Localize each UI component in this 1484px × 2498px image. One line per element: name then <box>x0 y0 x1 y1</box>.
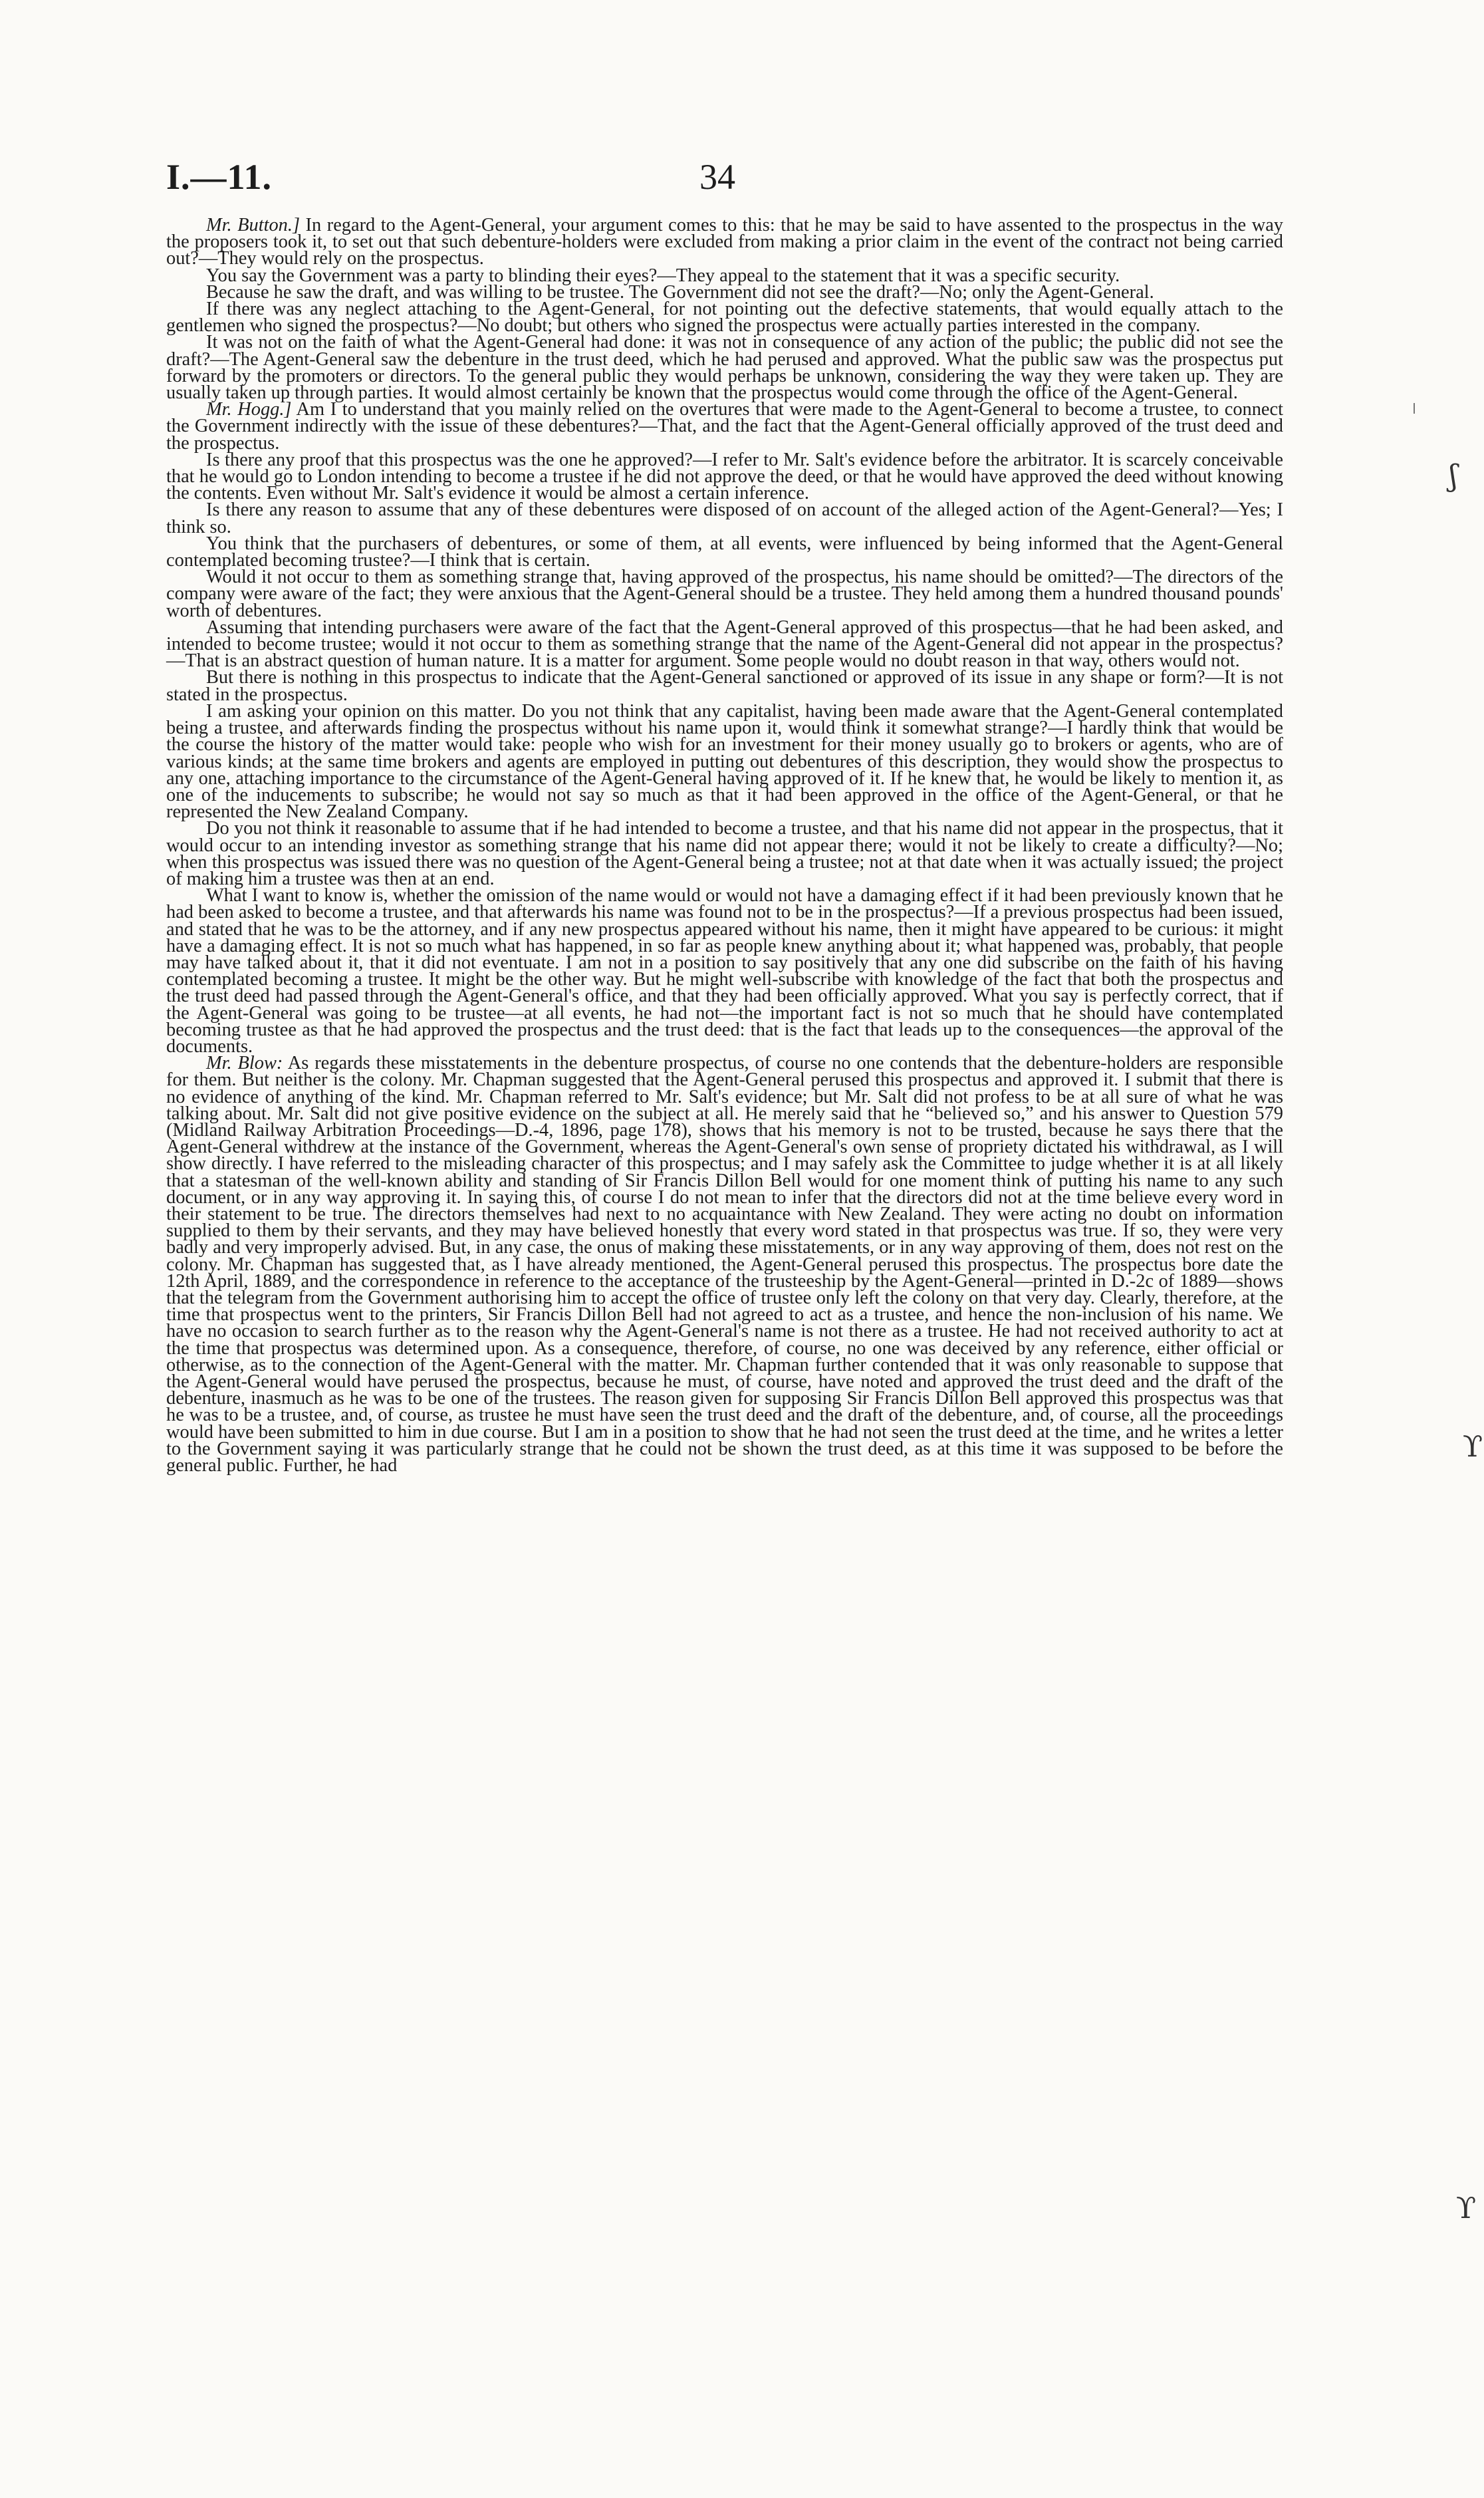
paragraph-text: In regard to the Agent-General, your argument comes to this: that he may be said to have assented to the prospectus in the way the proposers took it, to set out that such debenture-holders were excluded from making a prior claim in the event of the contract not being carried out?—They would rely on the prospectus. <box>166 215 1283 269</box>
document-body <box>166 217 1283 1474</box>
paragraph-text: But there is nothing in this prospectus to indicate that the Agent-General sanctioned or approved of its issue in any shape or form?—It is not stated in the prospectus. <box>166 667 1283 705</box>
paragraph-text: If there was any neglect attaching to the Agent-General, for not pointing out the defective statements, that would equally attach to the gentlemen who signed the prospectus?—No doubt; but others who signed the prospectus were actually parties interested in the company. <box>166 299 1283 337</box>
speaker-name: Mr. Blow: <box>206 1053 283 1074</box>
paragraph <box>166 569 1283 619</box>
paragraph-text: Would it not occur to them as something strange that, having approved of the prospectus, his name should be omitted?—The directors of the company were aware of the fact; they were anxious that the Agent-General should be a trustee. They held among them a hundred thousand pounds' worth of debentures. <box>166 567 1283 621</box>
paragraph <box>166 535 1283 569</box>
paragraph <box>166 501 1283 535</box>
paragraph-text: As regards these misstatements in the debenture prospectus, of course no one contends that the debenture-holders are responsible for them. But neither is the colony. Mr. Chapman suggested that the Agent-General perused this prospectus and approved it. I submit that there is no evidence of anything of the kind. Mr. Chapman referred to Mr. Salt's evidence; but Mr. Salt did not profess to be at all sure of what he was talking about. Mr. Salt did not give positive evidence on the subject at all. He merely said that he “believed so,” and his answer to Question 579 (Midland Railway Arbitration Proceedings—D.-4, 1896, page 178), shows that his memory is not to be trusted, because he says there that the Agent-General withdrew at the instance of the Government, whereas the Agent-General's own sense of propriety dictated his withdrawal, as I will show directly. I have referred to the misleading character of this prospectus; and I may safely ask the Committee to judge whether it is at all likely that a statesman of the well-known ability and standing of Sir Francis Dillon Bell would for one moment think of putting his name to any such document, or in any way approving it. In saying this, of course I do not mean to infer that the directors did not at the time believe every word in their statement to be true. The directors themselves had next to no acquaintance with New Zealand. They were acting no doubt on information supplied to them by their servants, and they may have believed honestly that every word stated in that prospectus was true. If so, they were very badly and very improperly advised. But, in any case, the onus of making these misstatements, or in any way approving of them, does not rest on the colony. Mr. Chapman has suggested that, as I have already mentioned, the Agent-General perused this prospectus. The prospectus bore date the 12th April, 1889, and the correspondence in reference to the acceptance of the trusteeship by the Agent-General—printed in D.-2c of 1889—shows that the telegram from the Government authorising him to accept the office of trustee only left the colony on that very day. Clearly, therefore, at the time that prospectus went to the printers, Sir Francis Dillon Bell had not agreed to act as a trustee, and hence the non-inclusion of his name. We have no occasion to search further as to the reason why the Agent-General's name is not there as a trustee. He had not received authority to act at the time that prospectus was determined upon. As a consequence, therefore, of course, no one was deceived by any reference, either official or otherwise, as to the connection of the Agent-General with the matter. Mr. Chapman further contended that it was only reasonable to suppose that the Agent-General would have perused the prospectus, because he must, of course, have noted and approved the trust deed and the draft of the debenture, inasmuch as he was to be one of the trustees. The reason given for supposing Sir Francis Dillon Bell approved this prospectus was that he was to be a trustee, and, of course, as trustee he must have seen the trust deed and the draft of the debenture, and, of course, all the proceedings would have been submitted to him in due course. But I am in a position to show that he had not seen the trust deed at the time, and he writes a letter to the Government saying it was particularly strange that he could not be shown the trust deed, as at this time it was supposed to be before the general public. Further, he had <box>166 1053 1284 1476</box>
paragraph-text: Is there any proof that this prospectus was the one he approved?—I refer to Mr. Salt's evidence before the arbitrator. It is scarcely conceivable that he would go to London intending to become a trustee if he did not approve the deed, or that he would have approved the deed without knowing the contents. Even without Mr. Salt's evidence it would be almost a certain inference. <box>166 449 1283 504</box>
paragraph-text: Is there any reason to assume that any of these debentures were disposed of on account of the alleged action of the Agent-General?—Yes; I think so. <box>166 499 1283 537</box>
paragraph <box>166 820 1283 887</box>
margin-mark: ϒ <box>1463 1430 1483 1464</box>
paragraph-text: You say the Government was a party to blinding their eyes?—They appeal to the statement that it was a specific security. <box>206 265 1120 286</box>
paragraph <box>166 700 1283 823</box>
margin-mark: ϒ <box>1456 2191 1477 2225</box>
page-number: 34 <box>699 157 735 197</box>
paragraph <box>166 332 1283 404</box>
paragraph <box>166 887 1283 1055</box>
paragraph <box>166 299 1283 337</box>
paragraph-text: What I want to know is, whether the omission of the name would or would not have a damaging effect if it had been previously known that he had been asked to become a trustee, and that afterwards his name was found not to be in the prospectus?—If a previous prospectus had been issued, and stated that he was to be the attorney, and if any new prospectus appeared without his name, then it might have appeared to be curious: it might have a damaging effect. It is not so much what has happened, in so far as people knew anything about it; what happened was, probably, that people may have talked about it, that it did not eventuate. I am not in a position to say positively that any one did subscribe on the faith of his having contemplated becoming a trustee. It might be the other way. But he might well-subscribe with knowledge of the fact that both the prospectus and the trust deed had passed through the Agent-General's office, and that they had been officially approved. What you say is perfectly correct, that if the Agent-General was going to be trustee—at all events, he had not—the important fact is not so much that he should have contemplated becoming trustee as that he had approved the prospectus and the trust deed: that is the fact that leads up to the consequences—the approval of the documents. <box>166 885 1283 1057</box>
paragraph-text: I am asking your opinion on this matter. Do you not think that any capitalist, having been made aware that the Agent-General contemplated being a trustee, and afterwards finding the prospectus without his name upon it, would think it somewhat strange?—I hardly think that would be the course the history of the matter would take: people who wish for an investment for their money usually go to brokers or agents, who are of various kinds; at the same time brokers and agents are employed in putting out debentures of this description, they would show the prospectus to any one, attaching importance to the circumstance of the Agent-General having approved of it. If he knew that, he would be likely to mention it, as one of the inducements to subscribe; he would not say so much as that it had been approved in the office of the Agent-General, or that he represented the New Zealand Company. <box>166 700 1283 823</box>
speaker-name: Mr. Button.] <box>206 215 301 235</box>
paragraph-text: It was not on the faith of what the Agent-General had done: it was not in consequence of any action of the public; the public did not see the draft?—The Agent-General saw the debenture in the trust deed, which he had perused and approved. What the public saw was the prospectus put forward by the promoters or directors. To the general public they would perhaps be unknown, considering the way they were taken up. They are usually taken up through parties. It would almost certainly be known that the prospectus would come through the office of the Agent-General. <box>166 332 1283 404</box>
margin-mark: ʃ <box>1449 459 1457 493</box>
paragraph-text: You think that the purchasers of debentures, or some of them, at all events, were influenced by being informed that the Agent-General contemplated becoming trustee?—I think that is certain. <box>166 533 1283 571</box>
speaker-name: Mr. Hogg.] <box>206 399 292 420</box>
page-header <box>166 156 1350 203</box>
paragraph-text: Do you not think it reasonable to assume that if he had intended to become a trustee, and that his name did not appear in the prospectus, that it would occur to an intending investor as something strange that his name did not appear there; would it not be likely to create a difficulty?—No; when this prospectus was issued there was no question of the Agent-General being a trustee; not at that date when it was actually issued; the project of making him a trustee was then at an end. <box>166 818 1283 889</box>
paragraph <box>166 667 1283 705</box>
paragraph <box>166 401 1283 452</box>
paragraph-text: Am I to understand that you mainly relied on the overtures that were made to the Agent-General to become a trustee, to connect the Government indirectly with the issue of these debentures?—That, and the fact that the Agent-General officially approved of the trust deed and the prospectus. <box>166 399 1284 454</box>
paragraph <box>166 619 1283 670</box>
paragraph <box>166 1055 1283 1474</box>
paragraph <box>166 449 1283 504</box>
margin-tick <box>1414 403 1415 414</box>
paragraph <box>166 217 1283 267</box>
paragraph-text: Because he saw the draft, and was willing to be trustee. The Government did not see the draft?—No; only the Agent-General. <box>206 281 1154 303</box>
paragraph-text: Assuming that intending purchasers were aware of the fact that the Agent-General approved of this prospectus—that he had been asked, and intended to become trustee; would it not occur to them as something strange that the name of the Agent-General did not appear in the prospectus?—That is an abstract question of human nature. It is a matter for argument. Some people would no doubt reason in that way, others would not. <box>166 617 1283 672</box>
document-reference: I.—11. <box>166 157 273 197</box>
